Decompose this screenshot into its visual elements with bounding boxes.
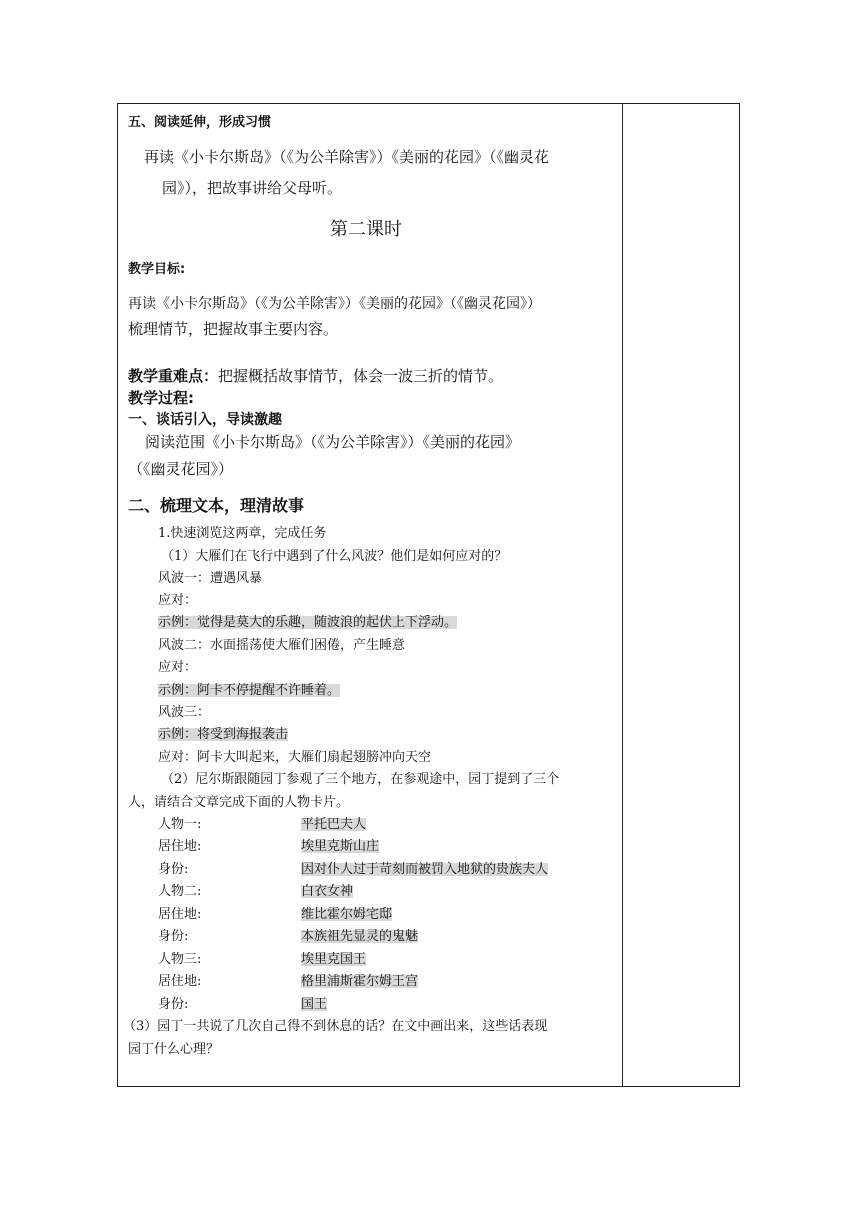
- difficulty-row: [128, 368, 503, 384]
- card-value-8: 格里浦斯霍尔姆王宫: [301, 974, 419, 989]
- part1-line1: 阅读范围《小卡尔斯岛》（《为公羊除害》）《美丽的花园》: [145, 433, 521, 451]
- process-label: 教学过程:: [128, 389, 194, 407]
- card-label-6: 身份:: [158, 929, 189, 944]
- card-label-3: 身份:: [158, 862, 189, 877]
- wave-3: 风波三：: [158, 705, 211, 720]
- goals-label: 教学目标:: [128, 262, 186, 277]
- part2-heading: 二、梳理文本，理清故事: [128, 496, 305, 515]
- main-content-cell: [118, 104, 622, 1086]
- example-1: 示例：觉得是莫大的乐趣，随波浪的起伏上下浮动。: [158, 615, 458, 630]
- section5-heading: 五、阅读延伸，形成习惯: [128, 115, 272, 130]
- card-value-9: 国王: [301, 997, 328, 1012]
- difficulty-label: 教学重难点：: [128, 367, 219, 385]
- card-value-3: 因对仆人过于苛刻而被罚入地狱的贵族夫人: [301, 862, 549, 877]
- question-2-line1: （2）尼尔斯跟随园丁参观了三个地方，在参观途中，园丁提到了三个: [161, 772, 560, 787]
- difficulty-text: 把握概括故事情节，体会一波三折的情节。: [218, 367, 504, 385]
- notes-cell: [623, 104, 739, 1086]
- wave-1: 风波一：遭遇风暴: [158, 571, 263, 586]
- part2-task: 1.快速浏览这两章，完成任务: [158, 526, 327, 541]
- question-3-line2: 园丁什么心理？: [128, 1042, 220, 1057]
- respond-1: 应对：: [158, 593, 198, 608]
- goals-line1: 再读《小卡尔斯岛》（《为公羊除害》）《美丽的花园》（《幽灵花园》）: [128, 296, 541, 312]
- part1-line2: （《幽灵花园》）: [128, 460, 234, 478]
- example-3: 示例：将受到海报袭击: [158, 727, 289, 742]
- card-label-7: 人物三:: [158, 952, 202, 967]
- question-3-line1: （3）园丁一共说了几次自己得不到休息的话？在文中画出来，这些话表现: [123, 1019, 548, 1034]
- section5-text-line1: 再读《小卡尔斯岛》（《为公羊除害》）《美丽的花园》（《幽灵花: [144, 148, 550, 166]
- card-value-2: 埃里克斯山庄: [301, 839, 380, 854]
- lesson-plan-table: [117, 103, 740, 1087]
- lesson-title: 第二课时: [330, 219, 402, 240]
- card-label-1: 人物一:: [158, 817, 202, 832]
- card-value-6: 本族祖先显灵的鬼魅: [301, 929, 419, 944]
- respond-3: 应对：阿卡大叫起来，大雁们扇起翅膀冲向天空: [158, 750, 432, 765]
- card-value-5: 维比霍尔姆宅邸: [301, 907, 393, 922]
- wave-2: 风波二：水面摇荡使大雁们困倦，产生睡意: [158, 638, 406, 653]
- question-2-line2: 人，请结合文章完成下面的人物卡片。: [128, 795, 350, 810]
- card-label-2: 居住地:: [158, 839, 202, 854]
- card-value-4: 白衣女神: [301, 884, 354, 899]
- card-value-1: 平托巴夫人: [301, 817, 367, 832]
- card-label-9: 身份:: [158, 997, 189, 1012]
- card-label-8: 居住地:: [158, 974, 202, 989]
- card-label-5: 居住地:: [158, 907, 202, 922]
- section5-text-line2: 园》），把故事讲给父母听。: [162, 179, 343, 197]
- card-value-7: 埃里克国王: [301, 952, 367, 967]
- respond-2: 应对：: [158, 660, 198, 675]
- example-2: 示例：阿卡不停提醒不许睡着。: [158, 683, 341, 698]
- card-label-4: 人物二:: [158, 884, 202, 899]
- question-1: （1）大雁们在飞行中遇到了什么风波？他们是如何应对的？: [161, 549, 508, 564]
- goals-line2: 梳理情节，把握故事主要内容。: [128, 320, 339, 338]
- part1-heading: 一、谈话引入，导读激趣: [128, 412, 282, 428]
